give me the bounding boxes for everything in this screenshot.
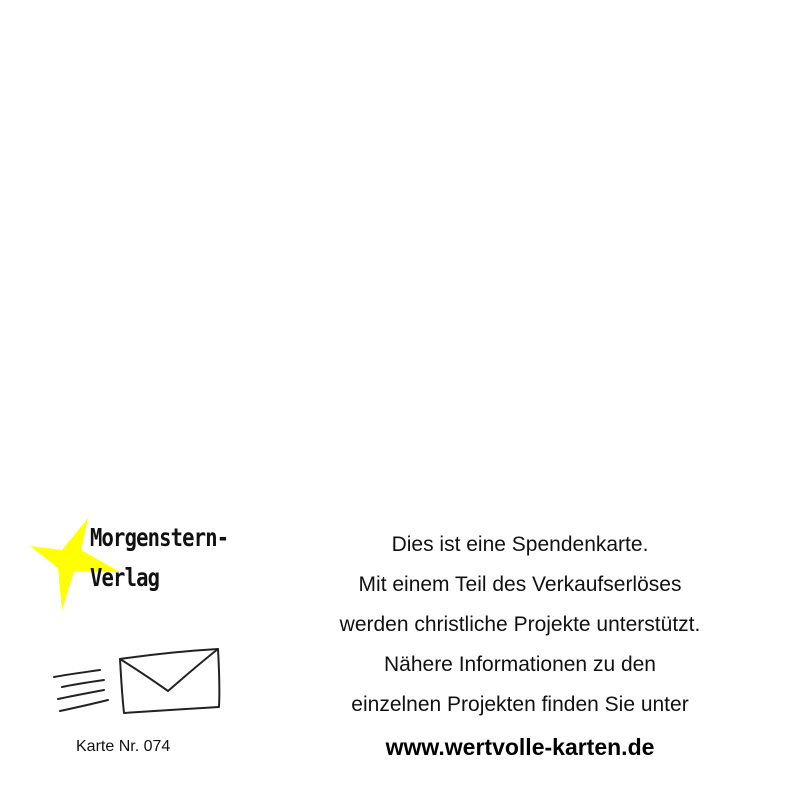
publisher-name-line1: Morgenstern- bbox=[90, 523, 229, 552]
info-line: Mit einem Teil des Verkaufserlöses bbox=[358, 573, 682, 596]
info-line: werden christliche Projekte unterstützt. bbox=[339, 613, 701, 636]
donation-info bbox=[270, 525, 770, 769]
publisher-logo bbox=[28, 510, 278, 620]
publisher-name bbox=[90, 518, 228, 598]
envelope-icon bbox=[48, 645, 228, 720]
info-line: Nähere Informationen zu den bbox=[383, 653, 656, 676]
info-line: einzelnen Projekten finden Sie unter bbox=[351, 693, 689, 716]
website-link[interactable]: www.wertvolle-karten.de bbox=[385, 734, 655, 760]
card-number: Karte Nr. 074 bbox=[76, 738, 171, 755]
info-line: Dies ist eine Spendenkarte. bbox=[391, 533, 649, 556]
publisher-name-line2: Verlag bbox=[90, 563, 160, 592]
